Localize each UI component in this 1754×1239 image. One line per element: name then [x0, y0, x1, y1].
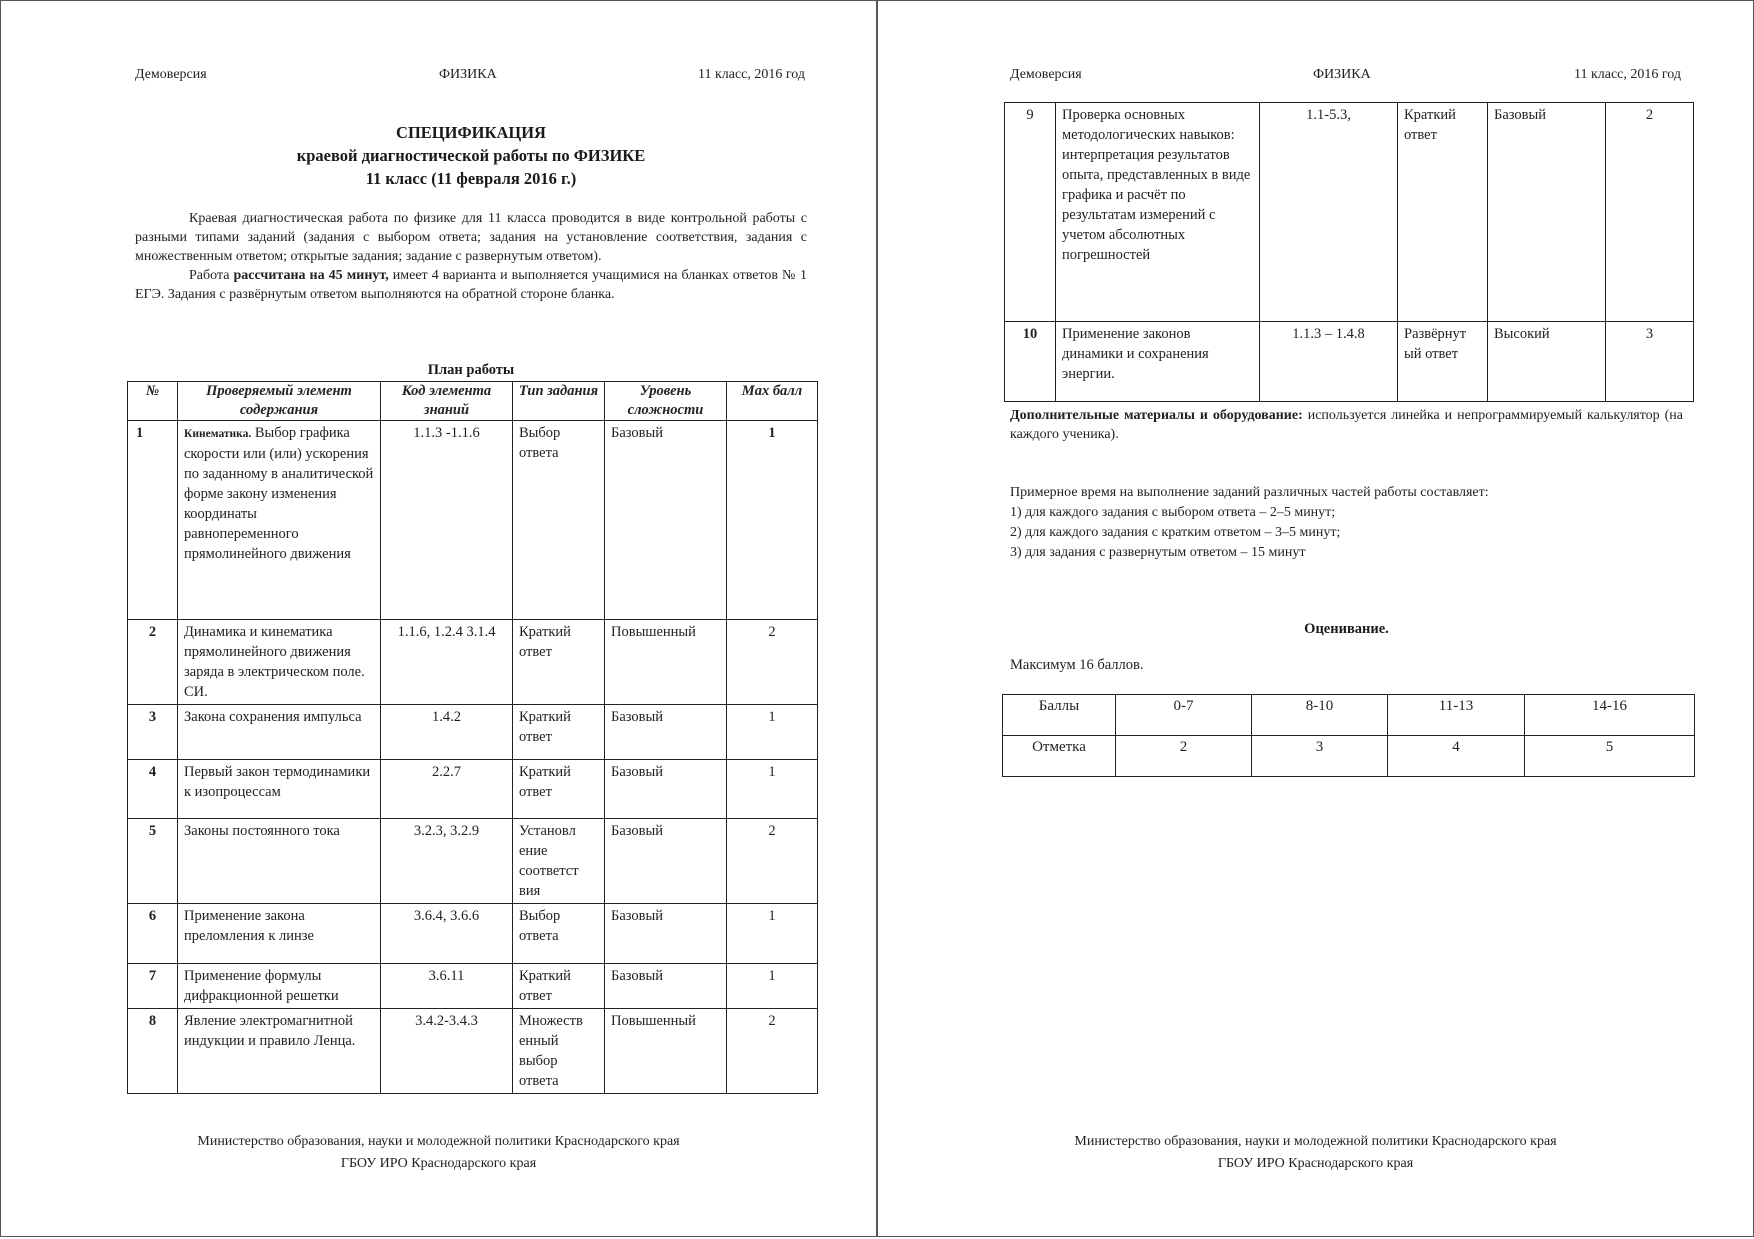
spec-title: СПЕЦИФИКАЦИЯ: [396, 123, 546, 142]
intro-paragraph-2: Работа рассчитана на 45 минут, имеет 4 варианта и выполняется учащимися на бланках ответов № 1 ЕГЭ. Задания с развёрнутым ответом выполняются на обратной стороне бланка.: [135, 268, 807, 302]
header-right: 11 класс, 2016 год: [697, 67, 805, 82]
table-row: 5 Законы постоянного тока 3.2.3, 3.2.9 Установл ение соответст вия Базовый 2: [128, 819, 818, 904]
col-level: Уровень сложности: [605, 382, 727, 421]
table-row: 1 Кинематика. Выбор графика скорости или (или) ускорения по заданному в аналитической форме закону изменения координаты равнопеременного прямолинейного движения 1.1.3 -1.1.6 Выбор ответа Базовый 1: [128, 421, 818, 620]
table-row: 2 Динамика и кинематика прямолинейного движения заряда в электрическом поле. СИ. 1.1.6, 1.2.4 3.1.4 Краткий ответ Повышенный 2: [128, 620, 818, 705]
plan-table: [127, 381, 818, 1094]
table-row: 9 Проверка основных методологических навыков: интерпретация результатов опыта, представленных в виде графика и расчёт по результатам измерений с учетом абсолютных погрешностей 1.1-5.3, Краткий ответ Базовый 2: [1005, 103, 1694, 322]
table-row: 10 Применение законов динамики и сохранения энергии. 1.1.3 – 1.4.8 Развёрнут ый ответ Высокий 3: [1005, 322, 1694, 402]
table-row: 7 Применение формулы дифракционной решетки 3.6.11 Краткий ответ Базовый 1: [128, 964, 818, 1009]
table-row: 3 Закона сохранения импульса 1.4.2 Краткий ответ Базовый 1: [128, 705, 818, 760]
page-1: [0, 0, 877, 1237]
list-item: 3) для задания с развернутым ответом – 15 минут: [1010, 545, 1306, 560]
plan-table-continued: [1004, 102, 1694, 402]
header-left: Демоверсия: [135, 67, 207, 82]
table-row: Баллы 0-7 8-10 11-13 14-16: [1003, 695, 1695, 736]
grading-row-label: Отметка: [1003, 736, 1116, 777]
footer-institute: ГБОУ ИРО Краснодарского края: [1217, 1156, 1414, 1171]
page-2: [877, 0, 1754, 1237]
spec-subtitle: краевой диагностической работы по ФИЗИКЕ: [296, 146, 646, 165]
intro-paragraph-1: Краевая диагностическая работа по физике для 11 класса проводится в виде контрольной работы с разными типами заданий (задания с выбором ответа; задания на установление соответствия, задания с множественным ответом; открытые задания; задание с развернутым ответом).: [135, 211, 807, 264]
col-code: Код элемента знаний: [381, 382, 513, 421]
intro-text: [135, 209, 807, 304]
grading-table: [1002, 694, 1695, 777]
header-center: ФИЗИКА: [439, 67, 497, 82]
list-item: 1) для каждого задания с выбором ответа – 2–5 минут;: [1010, 505, 1336, 520]
spec-class-date: 11 класс (11 февраля 2016 г.): [365, 169, 577, 188]
grading-row-label: Баллы: [1003, 695, 1116, 736]
header-left: Демоверсия: [1010, 67, 1082, 82]
table-row: Отметка 2 3 4 5: [1003, 736, 1695, 777]
footer-ministry: Министерство образования, науки и молодежной политики Краснодарского края: [197, 1134, 680, 1149]
footer-institute: ГБОУ ИРО Краснодарского края: [340, 1156, 537, 1171]
footer: [878, 1131, 1753, 1175]
plan-caption: План работы: [427, 362, 515, 378]
col-type: Тип задания: [513, 382, 605, 421]
materials-label: Дополнительные материалы и оборудование:: [1010, 408, 1303, 423]
table-row: 6 Применение закона преломления к линзе 3.6.4, 3.6.6 Выбор ответа Базовый 1: [128, 904, 818, 964]
plan-table-header: [128, 382, 818, 421]
time-estimates: [1010, 483, 1570, 563]
grading-max: Максимум 16 баллов.: [1010, 657, 1144, 673]
header-right: 11 класс, 2016 год: [1573, 67, 1681, 82]
table-row: 4 Первый закон термодинамики к изопроцессам 2.2.7 Краткий ответ Базовый 1: [128, 760, 818, 819]
list-item: 2) для каждого задания с кратким ответом – 3–5 минут;: [1010, 525, 1341, 540]
table-row: 8 Явление электромагнитной индукции и правило Ленца. 3.4.2-3.4.3 Множеств енный выбор ответа Повышенный 2: [128, 1009, 818, 1094]
footer-ministry: Министерство образования, науки и молодежной политики Краснодарского края: [1074, 1134, 1557, 1149]
col-max: Max балл: [727, 382, 818, 421]
col-element: Проверяемый элемент содержания: [178, 382, 381, 421]
materials-text: Дополнительные материалы и оборудование: используется линейка и непрограммируемый калькулятор (на каждого ученика).: [1010, 408, 1683, 442]
time-intro: Примерное время на выполнение заданий различных частей работы составляет:: [1010, 485, 1489, 500]
header-center: ФИЗИКА: [1313, 67, 1371, 82]
footer: [1, 1131, 876, 1175]
col-num: №: [128, 382, 178, 421]
grading-title: Оценивание.: [1304, 621, 1389, 637]
